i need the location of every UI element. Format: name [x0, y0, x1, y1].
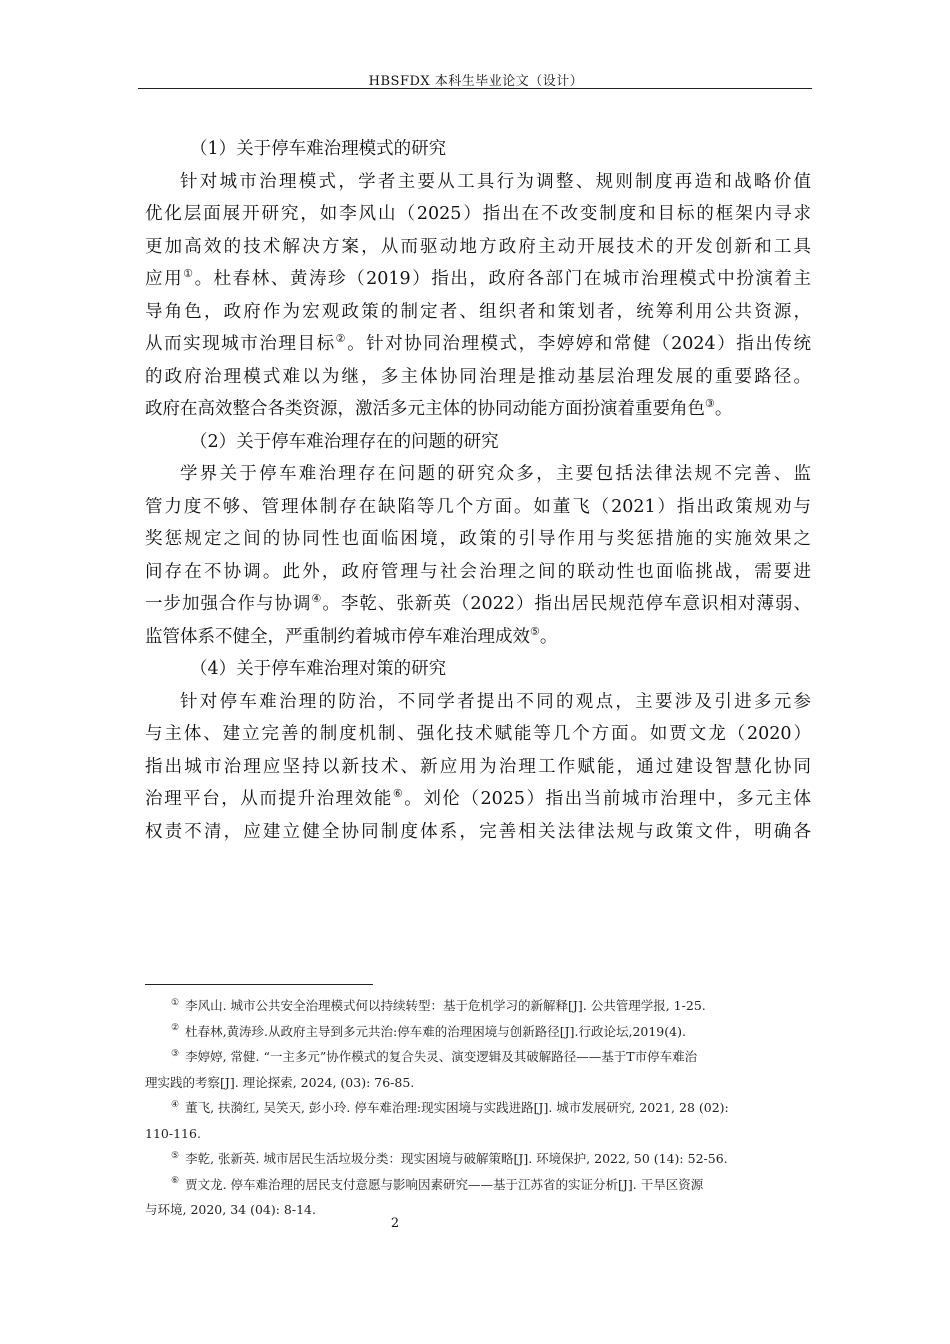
footnote-text: 李风山. 城市公共安全治理模式何以持续转型：基于危机学习的新解释[J]. 公共管理学报, 1-25. — [185, 998, 706, 1013]
line-text: 政府在高效整合各类资源，激活多元主体的协同动能方面扮演着重要角色 — [145, 399, 705, 419]
line-text: 。刘伦（2025）指出当前城市治理中，多元主体 — [404, 789, 811, 809]
section-heading-4: （4）关于停车难治理对策的研究 — [190, 659, 447, 679]
line-text: 。针对协同治理模式，李婷婷和常健（2024）指出传统 — [347, 334, 811, 354]
section-heading-1: （1）关于停车难治理模式的研究 — [190, 139, 447, 159]
footnote-ref-2[interactable]: ② — [335, 332, 348, 346]
paragraph-line — [145, 393, 811, 426]
footnote-2 — [145, 1019, 811, 1045]
paragraph-line: 导角色，政府作为宏观政策的制定者、组织者和策划者，统筹利用公共资源， — [145, 301, 811, 322]
footnote-text-cont: 与环境, 2020, 34 (04): 8-14. — [145, 1202, 316, 1217]
paragraph-line: 更加高效的技术解决方案，从而驱动地方政府主动开展技术的开发创新和工具 — [145, 236, 811, 257]
line-text: 监管体系不健全，严重制约着城市停车难治理成效 — [145, 626, 530, 647]
line-text: 从而实现城市治理目标 — [145, 334, 336, 354]
paragraph-line: 管力度不够、管理体制存在缺陷等几个方面。如董飞（2021）指出政策规劝与 — [145, 496, 811, 517]
line-text: 一步加强合作与协调 — [145, 594, 312, 614]
paragraph-line: 针对停车难治理的防治，不同学者提出不同的观点，主要涉及引进多元参 — [180, 691, 811, 712]
page-number: 2 — [390, 1216, 400, 1231]
line-text: 。李乾、张新英（2022）指出居民规范停车意识相对薄弱、 — [322, 594, 811, 614]
paragraph-line: 与主体、建立完善的制度机制、强化技术赋能等几个方面。如贾文龙（2020） — [145, 724, 811, 744]
footnote-mark: ① — [171, 997, 180, 1008]
footnote-text: 李婷婷, 常健. “一主多元”协作模式的复合失灵、演变逻辑及其破解路径——基于T市停车难治 — [185, 1049, 698, 1064]
footnote-text: 李乾, 张新英. 城市居民生活垃圾分类：现实困境与破解策略[J]. 环境保护, 2022, 50 (14): 52-56. — [185, 1151, 728, 1166]
footnote-separator — [145, 984, 373, 985]
header-rule — [138, 88, 812, 89]
footnote-4 — [145, 1095, 811, 1146]
paragraph-line: 的政府治理模式难以为继，多主体协同治理是推动基层治理发展的重要路径。 — [145, 366, 811, 387]
paragraph-line: 权责不清，应建立健全协同制度体系，完善相关法律法规与政策文件，明确各 — [145, 821, 811, 842]
paragraph-line — [145, 783, 811, 816]
paragraph-line: 间存在不协调。此外，政府管理与社会治理之间的联动性也面临挑战，需要进 — [145, 561, 811, 582]
footnote-3 — [145, 1044, 811, 1095]
line-text: 。 — [539, 626, 558, 647]
paragraph-line — [145, 263, 811, 296]
paragraph-line: 奖惩规定之间的协同性也面临困境，政策的引导作用与奖惩措施的实施效果之 — [145, 529, 811, 549]
section-heading-2: （2）关于停车难治理存在的问题的研究 — [190, 431, 499, 452]
body-text — [145, 133, 811, 848]
paragraph-line — [145, 588, 811, 621]
footnote-text-cont: 理实践的考察[J]. 理论探索, 2024, (03): 76-85. — [145, 1074, 415, 1090]
footnote-text: 杜春林,黄涛珍.从政府主导到多元共治:停车难的治理困境与创新路径[J].行政论坛,2019(4). — [185, 1023, 686, 1039]
footnote-ref-4[interactable]: ④ — [311, 592, 323, 606]
paragraph-line — [145, 621, 811, 654]
line-text: 。 — [714, 399, 733, 419]
footnote-text: 董飞, 扶漪红, 吴笑天, 彭小玲. 停车难治理:现实困境与实践进路[J]. 城市发展研究, 2021, 28 (02): — [185, 1100, 729, 1115]
footnote-1 — [145, 993, 811, 1019]
footnote-6 — [145, 1172, 811, 1223]
footnote-mark: ③ — [171, 1048, 180, 1059]
footnote-mark: ② — [171, 1023, 180, 1034]
footnote-mark: ⑤ — [171, 1150, 180, 1161]
footnote-mark: ④ — [171, 1099, 180, 1110]
footnote-ref-6[interactable]: ⑥ — [392, 787, 405, 801]
running-header: HBSFDX 本科生毕业论文（设计） — [368, 74, 584, 89]
paragraph-line: 针对城市治理模式，学者主要从工具行为调整、规则制度再造和战略价值 — [180, 171, 811, 192]
footnote-5 — [145, 1146, 811, 1172]
paragraph-line: 学界关于停车难治理存在问题的研究众多，主要包括法律法规不完善、监 — [180, 464, 811, 484]
paragraph-line — [145, 328, 811, 361]
paragraph-line: 指出城市治理应坚持以新技术、新应用为治理工作赋能，通过建设智慧化协同 — [145, 756, 811, 777]
footnote-text-cont: 110-116. — [145, 1125, 201, 1141]
footnote-mark: ⑥ — [171, 1176, 180, 1187]
footnote-ref-3[interactable]: ③ — [705, 397, 715, 411]
line-text: 应用 — [145, 269, 184, 289]
footnote-ref-1[interactable]: ① — [183, 267, 195, 281]
line-text: 。杜春林、黄涛珍（2019）指出，政府各部门在城市治理模式中扮演着主 — [194, 269, 812, 289]
paragraph-line: 优化层面展开研究，如李风山（2025）指出在不改变制度和目标的框架内寻求 — [145, 204, 811, 224]
footnote-text: 贾文龙. 停车难治理的居民支付意愿与影响因素研究——基于江苏省的实证分析[J]. 干旱区资源 — [185, 1176, 704, 1192]
footnote-ref-5[interactable]: ⑤ — [530, 624, 540, 638]
line-text: 治理平台，从而提升治理效能 — [145, 789, 393, 809]
footnotes — [145, 993, 811, 1223]
